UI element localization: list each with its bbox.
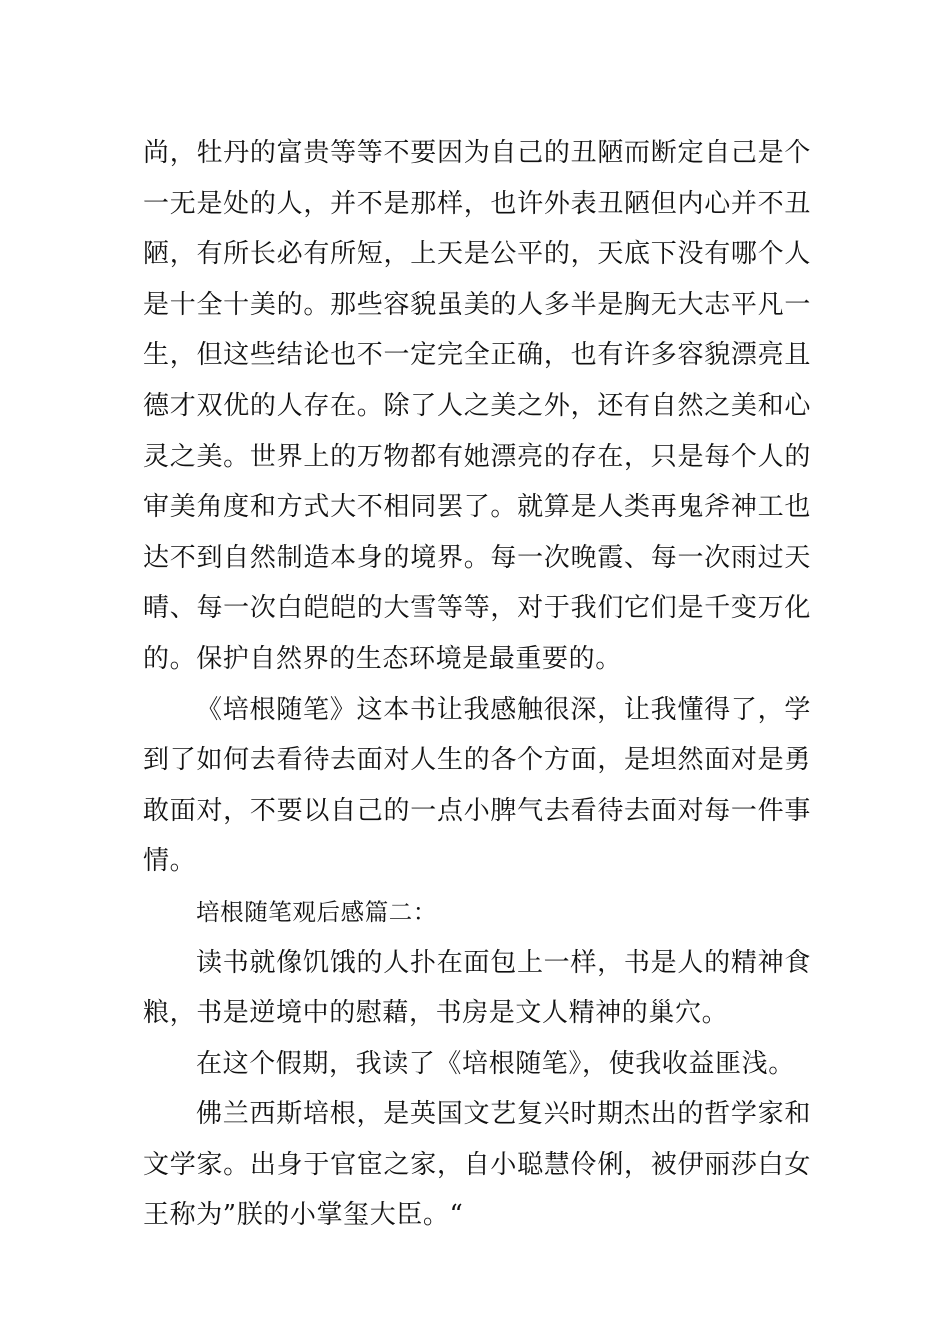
paragraph-reading: 读书就像饥饿的人扑在面包上一样，书是人的精神食粮，书是逆境中的慰藉，书房是文人精神的巢穴。 [143, 947, 811, 1029]
paragraph-bacon: 佛兰西斯培根，是英国文艺复兴时期杰出的哲学家和文学家。出身于官宦之家，自小聪慧伶俐，被伊丽莎白女王称为”朕的小掌玺大臣。“ [143, 1099, 811, 1231]
paragraph-continuation: 尚，牡丹的富贵等等不要因为自己的丑陋而断定自己是个一无是处的人，并不是那样，也许外表丑陋但内心并不丑陋，有所长必有所短，上天是公平的，天底下没有哪个人是十全十美的。那些容貌虽美的人多半是胸无大志平凡一生，但这些结论也不一定完全正确，也有许多容貌漂亮且德才双优的人存在。除了人之美之外，还有自然之美和心灵之美。世界上的万物都有她漂亮的存在，只是每个人的审美角度和方式大不相同罢了。就算是人类再鬼斧神工也达不到自然制造本身的境界。每一次晚霞、每一次雨过天晴、每一次白皑皑的大雪等等，对于我们它们是千变万化的。保护自然界的生态环境是最重要的。 [143, 138, 811, 674]
paragraph-holiday: 在这个假期，我读了《培根随笔》，使我收益匪浅。 [196, 1048, 795, 1079]
section-heading: 培根随笔观后感篇二： [196, 897, 437, 926]
paragraph-reflection: 《培根随笔》这本书让我感触很深，让我懂得了，学到了如何去看待去面对人生的各个方面，是坦然面对是勇敢面对，不要以自己的一点小脾气去看待去面对每一件事情。 [143, 694, 811, 877]
document-body [143, 128, 811, 1241]
